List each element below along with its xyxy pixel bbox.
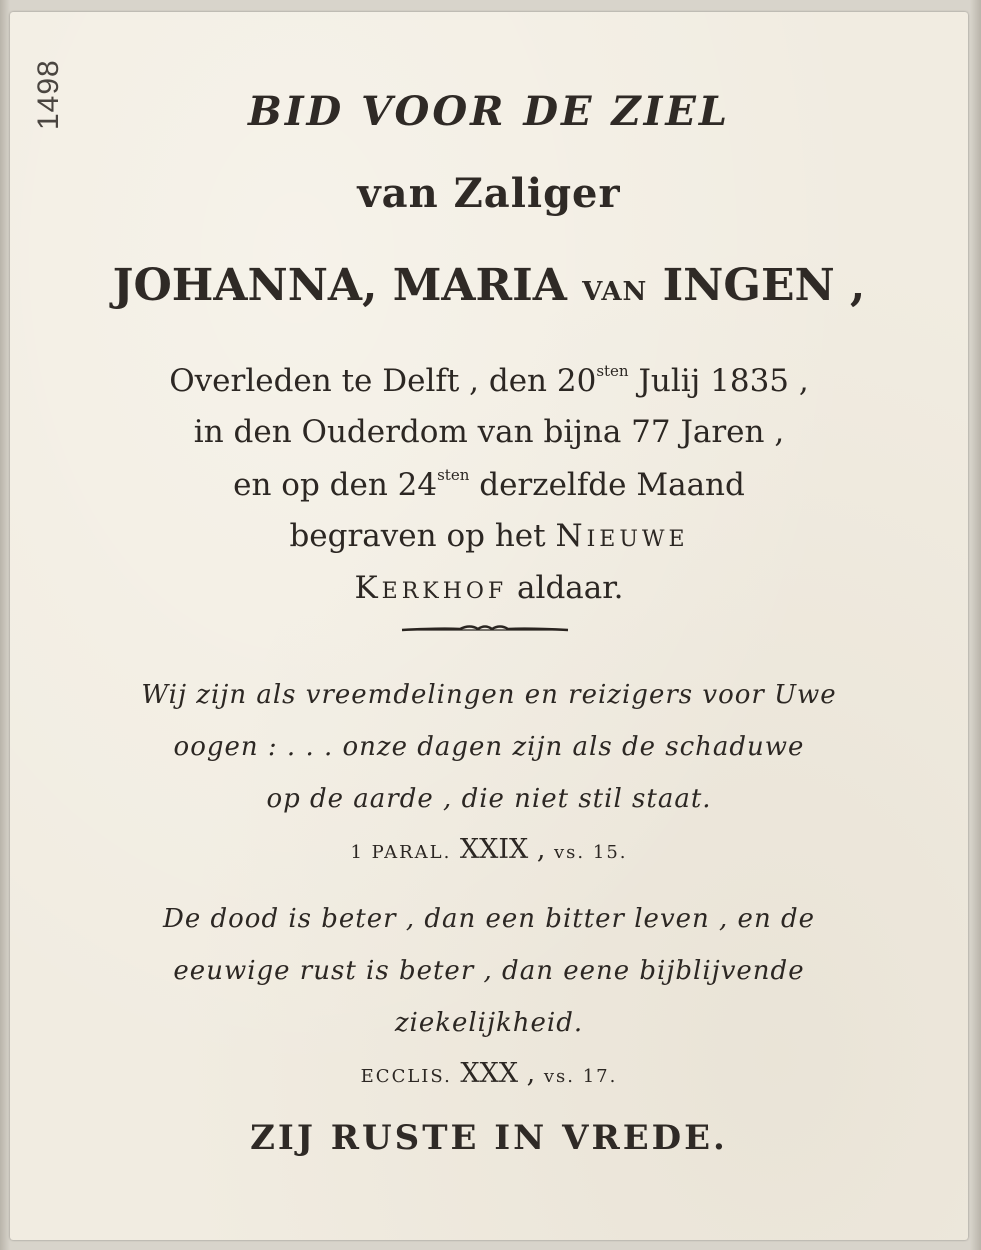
details-line-2: in den Ouderdom van bijna 77 Jaren , bbox=[193, 414, 785, 450]
inventory-number: 1498 bbox=[32, 59, 65, 130]
details-line-5-a: Kerkhof bbox=[354, 570, 508, 606]
details-line-4-b: Nieuwe bbox=[555, 518, 689, 554]
verse-1-ref-a: 1 PARAL. bbox=[350, 842, 452, 863]
details-line-1-b: Julij 1835 , bbox=[628, 363, 809, 399]
details-line-5-b: aldaar. bbox=[507, 570, 624, 606]
details-line-3 bbox=[10, 466, 968, 503]
heading-line-1: BID VOOR DE ZIEL bbox=[248, 88, 730, 135]
details-line-3-sup: sten bbox=[437, 466, 470, 484]
verse-2-reference bbox=[10, 1058, 968, 1089]
details-line-1 bbox=[10, 362, 968, 399]
verse-1-ref-c: vs. 15. bbox=[554, 842, 628, 863]
heading-line-2: van Zaliger bbox=[357, 170, 621, 217]
verse-2-ref-b: XXX , bbox=[451, 1058, 544, 1089]
details-line-4 bbox=[10, 518, 968, 554]
details-line-1-sup: sten bbox=[596, 362, 629, 380]
deceased-name bbox=[10, 260, 968, 311]
verse-2-line-3: ziekelijkheid. bbox=[394, 1008, 584, 1038]
verse-1-line-1: Wij zijn als vreemdelingen en reizigers voor Uwe bbox=[141, 680, 837, 710]
verse-1-reference bbox=[10, 834, 968, 865]
details-line-5 bbox=[10, 570, 968, 606]
verse-2-ref-a: ECCLIS. bbox=[360, 1066, 452, 1087]
verse-2-ref-c: vs. 17. bbox=[543, 1066, 618, 1087]
verse-2-line-1: De dood is beter , dan een bitter leven , en de bbox=[163, 904, 815, 934]
details-line-4-a: begraven op het bbox=[289, 518, 556, 554]
details-line-3-a: en op den 24 bbox=[233, 467, 438, 503]
details-line-1-a: Overleden te Delft , den 20 bbox=[169, 363, 597, 399]
verse-1-ref-b: XXIX , bbox=[451, 834, 555, 865]
name-part-3: INGEN , bbox=[647, 260, 866, 311]
verse-1-line-2: oogen : . . . onze dagen zijn als de schaduwe bbox=[173, 732, 805, 762]
verse-2-line-2: eeuwige rust is beter , dan eene bijblijvende bbox=[173, 956, 805, 986]
verse-1-line-3: op de aarde , die niet stil staat. bbox=[266, 784, 712, 814]
name-part-1: JOHANNA, MARIA bbox=[112, 260, 583, 311]
details-line-3-b: derzelfde Maand bbox=[469, 467, 745, 503]
closing-line: ZIJ RUSTE IN VREDE. bbox=[250, 1118, 728, 1158]
ornamental-rule bbox=[400, 622, 570, 636]
memorial-card bbox=[10, 12, 968, 1240]
name-part-2: VAN bbox=[582, 277, 648, 307]
